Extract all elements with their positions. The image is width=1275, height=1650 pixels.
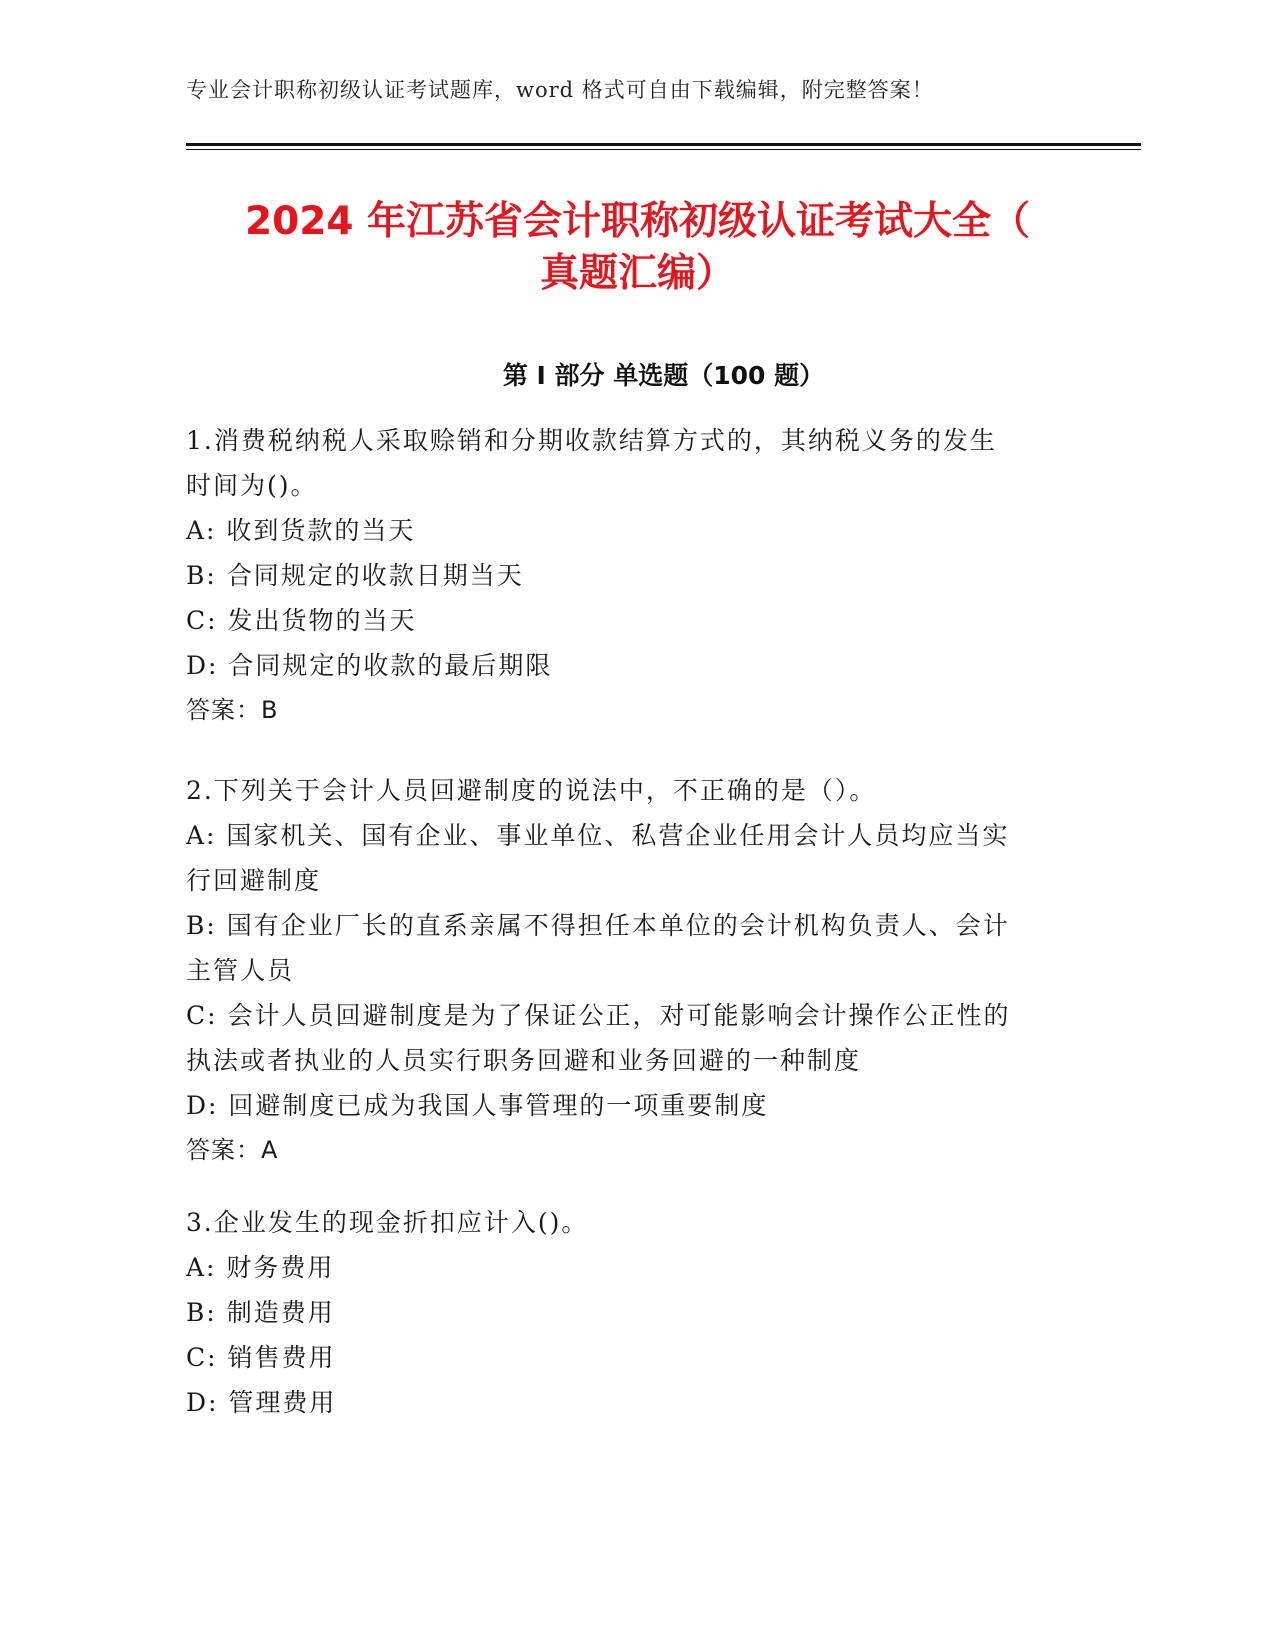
option-d: D: 合同规定的收款的最后期限 [186,651,553,680]
answer: 答案：B [186,696,279,724]
question-1 [186,418,1066,733]
option-d: D: 回避制度已成为我国人事管理的一项重要制度 [186,1091,769,1120]
option-c: C: 发出货物的当天 [186,606,417,635]
option-b: B: 合同规定的收款日期当天 [186,561,524,590]
question-stem-line: 2.下列关于会计人员回避制度的说法中，不正确的是（）。 [186,776,877,805]
option-a-continued: 行回避制度 [186,866,322,895]
option-c: C: 销售费用 [186,1343,336,1372]
option-b: B: 国有企业厂长的直系亲属不得担任本单位的会计机构负责人、会计 [186,911,1010,940]
option-b-continued: 主管人员 [186,956,295,985]
question-stem-line: 3.企业发生的现金折扣应计入()。 [186,1208,589,1237]
option-d: D: 管理费用 [186,1388,337,1417]
answer: 答案：A [186,1136,279,1164]
question-stem-line: 1.消费税纳税人采取赊销和分期收款结算方式的，其纳税义务的发生 [186,426,997,455]
document-title [150,196,1125,300]
document-title-line-2: 真题汇编） [539,251,735,296]
question-stem-line: 时间为()。 [186,471,318,500]
option-c: C: 会计人员回避制度是为了保证公正，对可能影响会计操作公正性的 [186,1001,1011,1030]
header-note: 专业会计职称初级认证考试题库，word 格式可自由下载编辑，附完整答案！ [186,78,934,102]
option-a: A: 财务费用 [186,1253,335,1282]
header-rule-thin [186,149,1141,150]
header-rule-thick [186,143,1141,146]
section-heading: 第 I 部分 单选题（100 题） [502,361,825,390]
option-b: B: 制造费用 [186,1298,335,1327]
option-a: A: 收到货款的当天 [186,516,416,545]
option-a: A: 国家机关、国有企业、事业单位、私营企业任用会计人员均应当实 [186,821,1010,850]
document-title-line-1: 2024 年江苏省会计职称初级认证考试大全（ [244,199,1031,244]
question-2 [186,768,1066,1173]
question-3 [186,1200,1066,1425]
option-c-continued: 执法或者执业的人员实行职务回避和业务回避的一种制度 [186,1046,862,1075]
